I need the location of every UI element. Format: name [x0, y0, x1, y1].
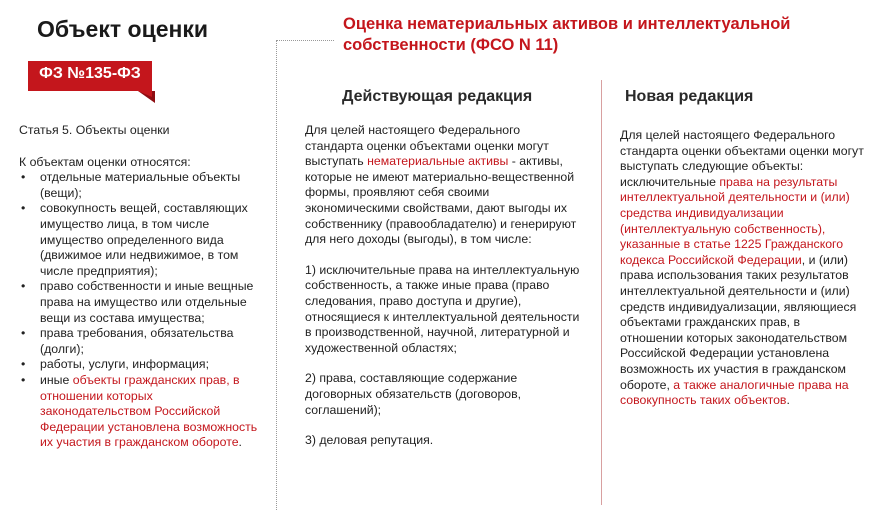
item-text: . [238, 435, 242, 450]
highlight-text: права на результаты интеллектуальной деятельности и (или) средства индивидуализации (интеллектуальную собственность), указанные в статье 1225 Гражданского кодекса Российской Федерации [620, 174, 850, 267]
list-item: • права требования, обязательства (долги); [19, 326, 259, 357]
divider [276, 40, 277, 510]
text-span: , и (или) права использования таких результатов интеллектуальной деятельности и (или) средств индивидуализации, являющиеся объектами гражданских прав, в отношении которых законодательством Российской Федерации установлена возможность их участия в гражданском обороте, [620, 252, 857, 392]
list-item [19, 373, 259, 451]
highlight-text: объекты гражданских прав, в отношении которых законодательством Российской Федерации установлена возможность их участия в гражданском обороте [40, 372, 258, 450]
paragraph [620, 128, 865, 409]
list-item: • отдельные материальные объекты (вещи); [19, 170, 259, 201]
left-column [19, 123, 259, 451]
paragraph: 3) деловая репутация. [305, 433, 434, 448]
text-span: Для целей настоящего Федерального стандарта оценки объектами оценки могут выступать следующие объекты: исключительные [620, 128, 864, 189]
list-item: • совокупность вещей, составляющих имущество лица, в том числе имущество определенного вида (движимое или недвижимое, в том числе предприятия); [19, 201, 259, 279]
highlight-text: а также аналогичные права на совокупность таких объектов [620, 377, 849, 408]
article-title: Статья 5. Объекты оценки [19, 123, 170, 137]
section-heading: Оценка нематериальных активов и интеллектуальной собственности (ФСО N 11) [343, 15, 791, 54]
item-text: иные [40, 372, 73, 387]
current-edition-text [305, 123, 580, 464]
paragraph: 1) исключительные права на интеллектуальную собственность, а также иные права (право следования, право доступа и другие), относящиеся к интеллектуальной деятельности в производственной, научной, литературной и художественной областях; [305, 262, 580, 355]
law-badge [28, 61, 155, 103]
list-item: • работы, услуги, информация; [19, 357, 259, 373]
text-span: Для целей настоящего Федерального стандарта оценки объектами оценки могут выступать [305, 123, 549, 169]
badge-label: ФЗ №135-ФЗ [39, 65, 141, 82]
column-divider [601, 80, 602, 505]
highlight-text: нематериальные активы [367, 154, 509, 169]
paragraph [305, 123, 580, 248]
object-list [19, 170, 259, 451]
list-intro: К объектам оценки относятся: [19, 154, 191, 169]
new-edition-text [620, 128, 865, 409]
current-edition-heading: Действующая редакция [342, 88, 533, 105]
text-span: . [786, 393, 790, 408]
divider [276, 40, 334, 41]
paragraph: 2) права, составляющие содержание договорных обязательств (договоров, соглашений); [305, 371, 522, 417]
text-span: - активы, которые не имеют материально-вещественной формы, проявляют себя своими экономическими свойствами, дают выгоды их собственнику (правообладателю) и генерируют для него доходы (выгоды), в том числе: [305, 154, 577, 247]
page-title: Объект оценки [37, 16, 209, 42]
new-edition-heading: Новая редакция [625, 88, 754, 105]
list-item: • право собственности и иные вещные права на имущество или отдельные вещи из состава имущества; [19, 279, 259, 326]
